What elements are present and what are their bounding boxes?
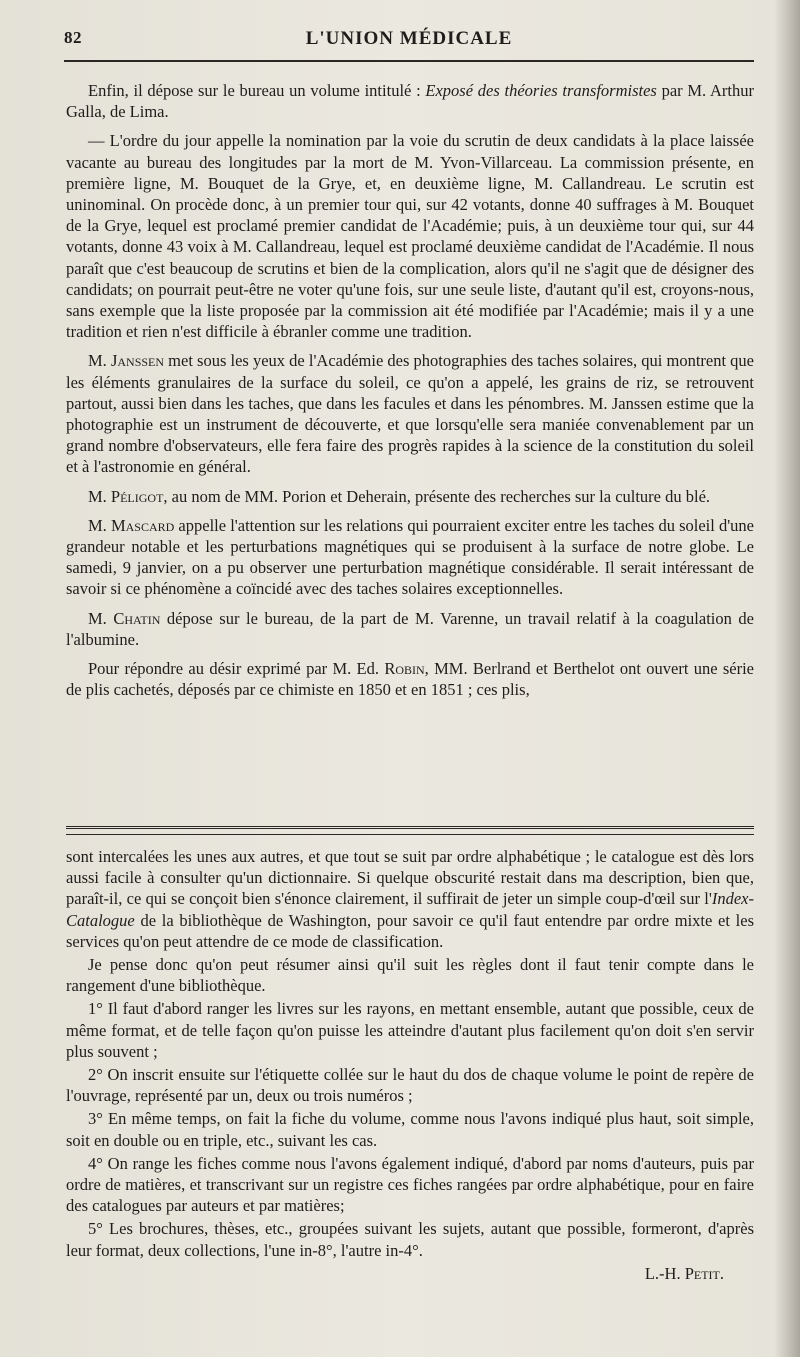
book-title: Exposé des théories transformistes [425, 81, 657, 100]
running-header [64, 28, 754, 58]
paragraph: M. Janssen met sous les yeux de l'Académie des photographies des taches solaires, qui montrent que les éléments granulaires de la surface du soleil, ce qu'on a appelé, les grains de riz, se retrouvent partout, aussi bien dans les taches, que dans les facules et dans les pénombres. M. Janssen estime que la photographie est un instrument de découverte, et que lorsqu'elle sera maniée convenablement par un grand nombre d'observateurs, elle fera faire des progrès rapides à la science de la constitution du soleil et à l'astronomie en général. [66, 351, 755, 477]
person-name: Mascard [110, 515, 175, 535]
rule-item: 2° On inscrit ensuite sur l'étiquette collée sur le haut du dos de chaque volume le point de repère de l'ouvrage, représenté par un, deux ou trois numéros ; [66, 1065, 754, 1106]
rule-item: 4° On range les fiches comme nous l'avons également indiqué, d'abord par noms d'auteurs, puis par ordre de matières, et transcrivant sur un registre ces fiches rangées par ordre alphabétique, pour en faire des catalogues par auteurs et par matières; [66, 1153, 754, 1216]
lower-article [66, 846, 754, 1284]
section-divider-thin [66, 834, 754, 835]
person-name: Chatin [113, 608, 161, 628]
page-number: 82 [64, 28, 82, 47]
section-divider [66, 826, 754, 829]
paragraph: M. Péligot, au nom de MM. Porion et Deherain, présente des recherches sur la culture du blé. [88, 486, 711, 506]
paragraph: — L'ordre du jour appelle la nomination par la voie du scrutin de deux candidats à la place laissée vacante au bureau des longitudes par la mort de M. Yvon-Villarceau. La commission présente, en première ligne, M. Bouquet de la Grye, et, en deuxième ligne, M. Callandreau. Le scrutin est uninominal. On procède donc, à un premier tour qui, sur 42 votants, donne 40 suffrages à M. Bouquet de la Grye, lequel est proclamé premier candidat de l'Académie; puis, à un deuxième tour qui, sur 44 votants, donne 43 voix à M. Callandreau, lequel est proclamé deuxième candidat de l'Académie. Il nous paraît que c'est beaucoup de scrutins et bien de la complication, alors qu'il ne s'agit que de désigner des candidats; on pourrait peut-être ne voter qu'une fois, sur une seule liste, d'autant qu'il est, croyons-nous, sans exemple que la liste proposée par la commission ait été modifiée par l'Académie; mais il y a une tradition et rien n'est difficile à ébranler comme une tradition. [66, 131, 754, 342]
person-name: Robin [384, 659, 425, 679]
page-binding-shadow [774, 0, 800, 1357]
paragraph: sont intercalées les unes aux autres, et que tout se suit par ordre alphabétique ; le catalogue est dès lors aussi facile à consulter qu'un dictionnaire. Si quelque obscurité restait dans ma description, bien que, paraît-il, ce qui se conçoit bien s'énonce clairement, il suffirait de jeter un simple coup-d'œil sur l'Index-Catalogue de la bibliothèque de Washington, pour savoir ce qu'il faut entendre par ordre mixte et les services qu'on peut attendre de ce mode de classification. [66, 847, 754, 951]
header-rule [64, 60, 754, 62]
journal-title: L'UNION MÉDICALE [305, 28, 513, 49]
paragraph: Pour répondre au désir exprimé par M. Ed. Robin, MM. Berlrand et Berthelot ont ouvert une série de plis cachetés, déposés par ce chimiste en 1850 et en 1851 ; ces plis, [66, 659, 754, 700]
rule-item: 5° Les brochures, thèses, etc., groupées suivant les sujets, autant que possible, formeront, d'après leur format, deux collections, l'une in-8°, l'autre in-4°. [66, 1219, 754, 1260]
author-signature: L.-H. Petit. [644, 1263, 724, 1283]
person-name: Péligot [110, 486, 164, 506]
paragraph: M. Mascard appelle l'attention sur les relations qui pourraient exciter entre les taches du soleil d'une grandeur notable et les perturbations magnétiques qui se produisent à la surface de notre globe. Le samedi, 9 janvier, on a pu observer une perturbation magnétique considérable. Il serait intéressant de savoir si ce phénomène a coïncidé avec des taches solaires exceptionnelles. [66, 515, 755, 599]
paragraph: Enfin, il dépose sur le bureau un volume intitulé : Exposé des théories transformistes par M. Arthur Galla, de Lima. [66, 81, 754, 122]
person-name: Janssen [110, 351, 165, 371]
upper-article [66, 80, 754, 708]
rule-item: 1° Il faut d'abord ranger les livres sur les rayons, en mettant ensemble, autant que possible, ceux de même format, et de telle façon qu'on puisse les atteindre d'autant plus facilement qu'on doit s'en servir plus souvent ; [66, 999, 754, 1061]
rule-item: 3° En même temps, on fait la fiche du volume, comme nous l'avons indiqué plus haut, soit simple, soit en double ou en triple, etc., suivant les cas. [66, 1109, 754, 1150]
catalogue-title: Index-Catalogue [66, 889, 754, 930]
paragraph: M. Chatin dépose sur le bureau, de la part de M. Varenne, un travail relatif à la coagulation de l'albumine. [66, 608, 754, 649]
paragraph: Je pense donc qu'on peut résumer ainsi qu'il suit les règles dont il faut tenir compte dans le rangement d'une bibliothèque. [66, 955, 754, 996]
